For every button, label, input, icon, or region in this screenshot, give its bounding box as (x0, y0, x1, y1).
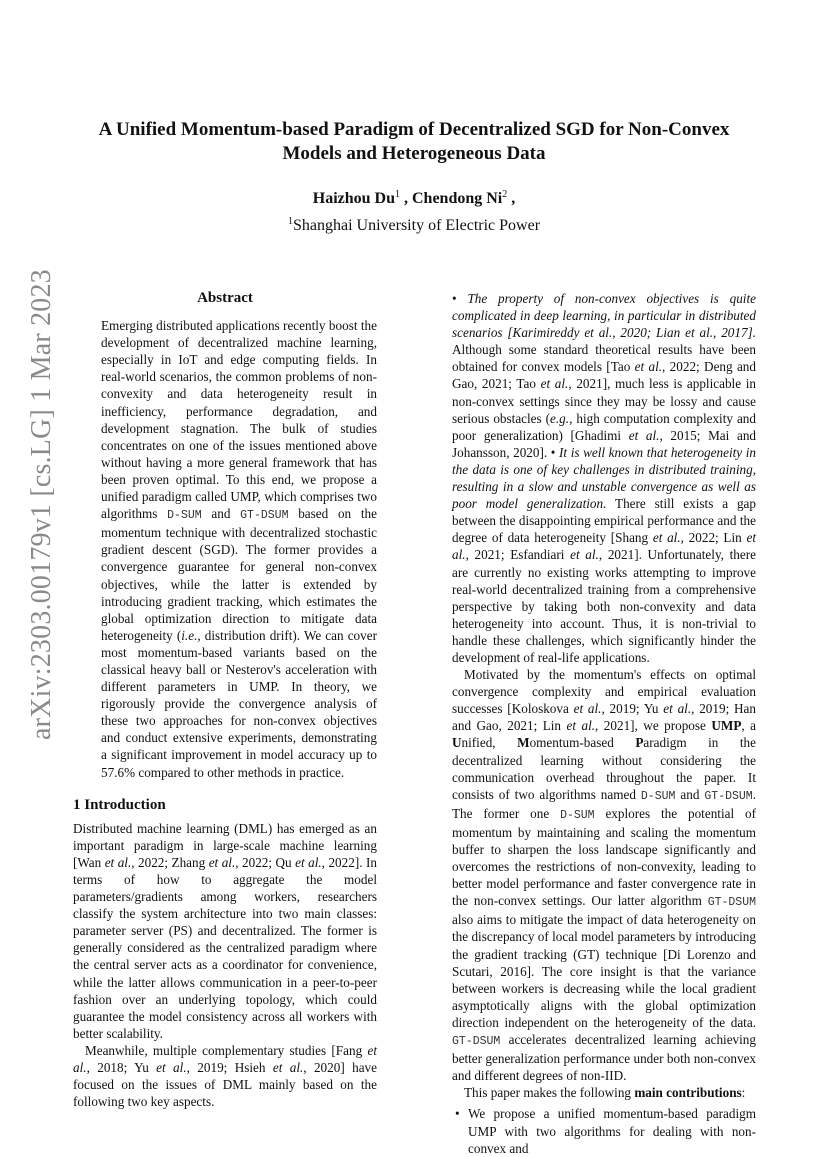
left-column (73, 290, 377, 1110)
affiliation-mark: 2 (502, 189, 508, 200)
paragraph: • The property of non-convex objectives is quite complicated in deep learning, in particular in distributed scenarios [Karimireddy et al., 2020; Lian et al., 2017]. Although some standard theoretical results have been obtained for convex models [Tao et al., 2022; Deng and Gao, 2021; Tao et al., 2021], much less is applicable in non-convex settings since they may be lossy and cause serious obstacles (e.g., high computation complexity and poor generalization) [Ghadimi et al., 2015; Mai and Johansson, 2020]. • It is well known that heterogeneity in the data is one of key challenges in distributed training, resulting in a slow and unstable convergence as well as poor model generalization. There still exists a gap between the disappointing empirical performance and the degree of data heterogeneity [Shang et al., 2022; Lin et al., 2021; Esfandiari et al., 2021]. Unfortunately, there are currently no existing works attempting to improve real-world decentralized training from a comprehensive perspective by taking both non-convexity and data heterogeneity into account. Thus, it is non-trivial to handle these challenges, which significantly hinder the development of real-life applications. (452, 291, 757, 665)
paragraph: Motivated by the momentum's effects on optimal convergence complexity and empirical evaluation successes [Koloskova et al., 2019; Yu et al., 2019; Han and Gao, 2021; Lin et al., 2021], we propose UMP, a Unified, Momentum-based Paradigm in the decentralized learning without considering the communication overhead throughout the paper. It consists of two algorithms named D-SUM and GT-DSUM. The former one D-SUM explores the potential of momentum by maintaining and scaling the momentum buffer to sharpen the loss landscape significantly and overcomes the restrictions of non-convexity, leading to better model performance and faster convergence rate in the non-convex settings. Our latter algorithm GT-DSUM also aims to mitigate the impact of data heterogeneity on the discrepancy of local model parameters by introducing the gradient tracking (GT) technique [Di Lorenzo and Scutari, 2016]. The core insight is that the variance between workers is decreasing while the local gradient asymptotically aligns with the global optimization direction independent on the heterogeneity of the data. GT-DSUM accelerates decentralized learning achieving better generalization performance under both non-convex and different degrees of non-IID. (452, 667, 757, 1084)
abstract-text: Emerging distributed applications recently boost the development of decentralized machine learning, especially in IoT and edge computing fields. In real-world scenarios, the common problems of non-convexity and data heterogeneity result in inefficiency, performance degradation, and development stagnation. The bulk of studies concentrates on one of the issues mentioned above without having a more general framework that has been proven optimal. To this end, we propose a unified paradigm called UMP, which comprises two algorithms D-SUM and GT-DSUM based on the momentum technique with decentralized stochastic gradient descent (SGD). The former provides a convergence guarantee for general non-convex objectives, while the latter is extended by introducing gradient tracking, which estimates the global optimization direction to mitigate data heterogeneity (i.e., distribution drift). We can cover most momentum-based variants based on the classical heavy ball or Nesterov's acceleration with different parameters in UMP. In theory, we rigorously provide the convergence analysis of these two approaches for non-convex objectives and conduct extensive experiments, demonstrating a significant improvement in model accuracy up to 57.6% compared to other methods in practice. (101, 318, 377, 780)
paragraph: Distributed machine learning (DML) has emerged as an important paradigm in large-scale machine learning [Wan et al., 2022; Zhang et al., 2022; Qu et al., 2022]. In terms of how to aggregate the model parameters/gradients among workers, researchers classify the system architecture into two main classes: parameter server (PS) and decentralized. The former is generally considered as the centralized paradigm where the central server acts as a coordinator for convenience, while the latter allows communication in a peer-to-peer fashion over an underlying topology, which could guarantee the model consistency across all workers with better scalability. (73, 820, 377, 1041)
author-name: Haizhou Du (312, 190, 395, 207)
affiliation: $^1$Shanghai University of Electric Power (287, 216, 541, 234)
paragraph: This paper makes the following main contributions: (464, 1085, 746, 1101)
title-line-1: A Unified Momentum-based Paradigm of Decentralized SGD for Non-Convex (98, 119, 730, 140)
right-column (452, 290, 756, 1157)
contribution-list (452, 1105, 756, 1156)
paragraph: Meanwhile, multiple complementary studies [Fang et al., 2018; Yu et al., 2019; Hsieh et al., 2020] have focused on the issues of DML mainly based on the following two key aspects. (73, 1042, 377, 1110)
section-heading: 1 Introduction (73, 796, 166, 813)
arxiv-identifier: arXiv:2303.00179v1 [cs.LG] 1 Mar 2023 (26, 269, 57, 740)
abstract-heading: Abstract (197, 290, 253, 306)
title-line-2: Models and Heterogeneous Data (282, 143, 546, 164)
affiliation-mark: 1 (395, 189, 400, 200)
list-item: • We propose a unified momentum-based paradigm UMP with two algorithms for dealing with non-convex and (468, 1105, 756, 1156)
paper-title (60, 118, 768, 166)
author-name: Chendong Ni (412, 190, 503, 207)
author-list: Haizhou Du$^1$ , Chendong Ni$^2$ , (312, 189, 516, 207)
